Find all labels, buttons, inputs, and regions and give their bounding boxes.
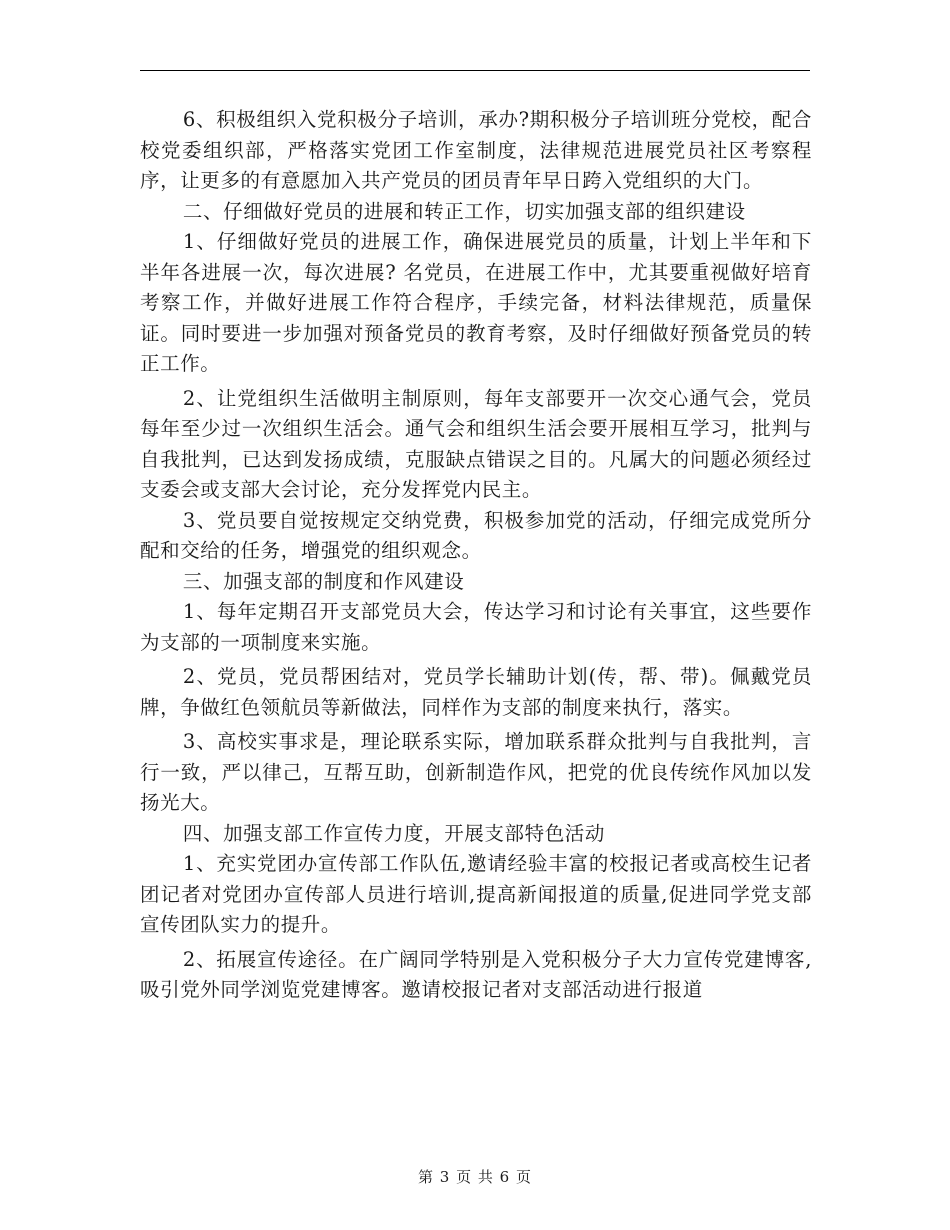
paragraph-annual-meeting: 1、每年定期召开支部党员大会，传达学习和讨论有关事宜，这些要作为支部的一项制度来实施。 — [140, 600, 812, 654]
document-body — [140, 105, 812, 1006]
paragraph-item-6-training: 6、积极组织入党积极分子培训，承办?期积极分子培训班分党校，配合校党委组织部，严格落实党团工作室制度，法律规范进展党员社区考察程序，让更多的有意愿加入共产党员的团员青年早日跨入党组织的大门。 — [140, 108, 812, 192]
paragraph-publicity-channels: 2、拓展宣传途径。在广阔同学特别是入党积极分子大力宣传党建博客,吸引党外同学浏览党建博客。邀请校报记者对支部活动进行报道 — [140, 947, 812, 1001]
paragraph-party-dues: 3、党员要自觉按规定交纳党费，积极参加党的活动，仔细完成党所分配和交给的任务，增强党的组织观念。 — [140, 508, 812, 562]
paragraph-publicity-team: 1、充实党团办宣传部工作队伍,邀请经验丰富的校报记者或高校生记者团记者对党团办宣传部人员进行培训,提高新闻报道的质量,促进同学党支部宣传团队实力的提升。 — [140, 852, 812, 936]
section-heading-4: 四、加强支部工作宣传力度，开展支部特色活动 — [182, 821, 605, 845]
section-heading-2: 二、仔细做好党员的进展和转正工作，切实加强支部的组织建设 — [182, 199, 746, 223]
section-heading-3: 三、加强支部的制度和作风建设 — [182, 569, 465, 593]
paragraph-mentoring: 2、党员，党员帮困结对，党员学长辅助计划(传，帮、带)。佩戴党员牌，争做红色领航员等新做法，同样作为支部的制度来执行，落实。 — [140, 665, 812, 719]
header-rule — [140, 70, 810, 71]
page-number-footer: 第 3 页 共 6 页 — [418, 1168, 532, 1186]
paragraph-democratic-life: 2、让党组织生活做明主制原则，每年支部要开一次交心通气会，党员每年至少过一次组织生活会。通气会和组织生活会要开展相互学习，批判与自我批判，已达到发扬成绩，克服缺点错误之目的。凡属大的问题必须经过支委会或支部大会讨论，充分发挥党内民主。 — [140, 386, 812, 501]
paragraph-member-development: 1、仔细做好党员的进展工作，确保进展党员的质量，计划上半年和下半年各进展一次，每次进展? 名党员，在进展工作中，尤其要重视做好培育考察工作，并做好进展工作符合程序，手续完备，材料法律规范，质量保证。同时要进一步加强对预备党员的教育考察，及时仔细做好预备党员的转正工作。 — [140, 230, 812, 375]
paragraph-work-style: 3、高校实事求是，理论联系实际，增加联系群众批判与自我批判，言行一致，严以律己，互帮互助，创新制造作风，把党的优良传统作风加以发扬光大。 — [140, 730, 812, 814]
